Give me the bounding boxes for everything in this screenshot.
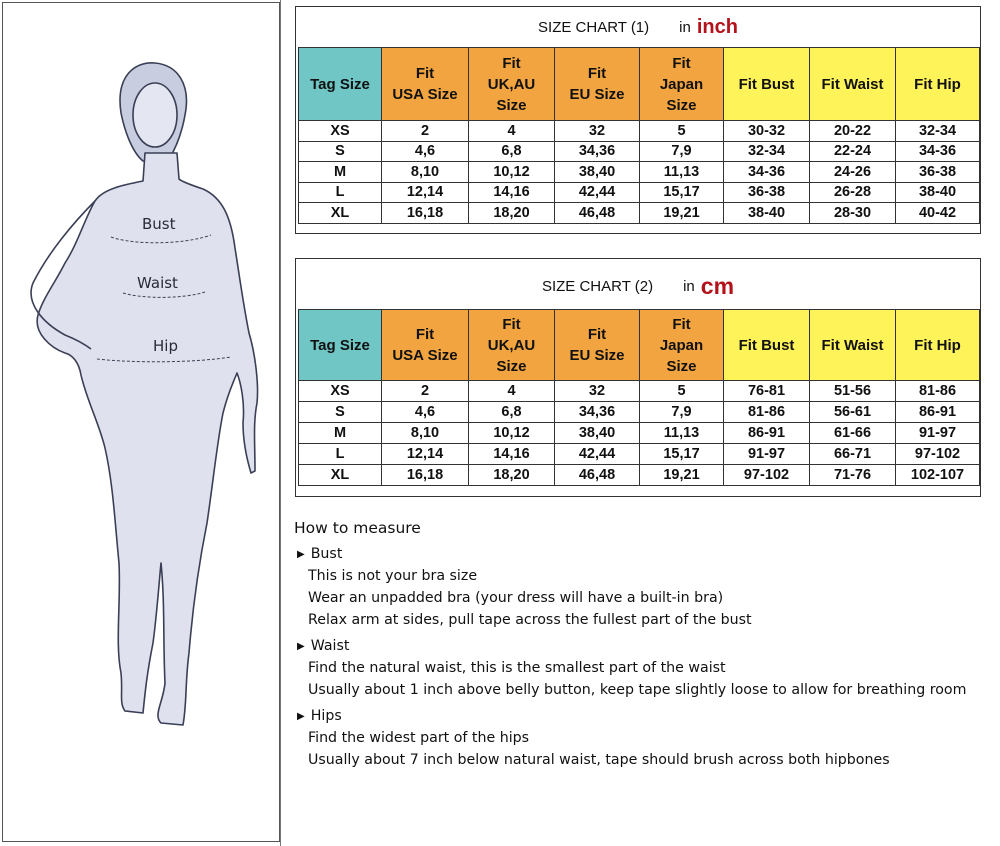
table-cell: 97-102 bbox=[896, 444, 980, 465]
table-cell: 4 bbox=[469, 121, 555, 142]
table-cell: 97-102 bbox=[724, 465, 810, 486]
header-eu-size: Fit EU Size bbox=[555, 48, 640, 121]
table-cell: 102-107 bbox=[896, 465, 980, 486]
table-row bbox=[299, 203, 980, 224]
table-cell: L bbox=[299, 444, 382, 465]
table-header-row bbox=[299, 48, 980, 121]
unit-prefix: in bbox=[679, 18, 691, 36]
section-heading-bust bbox=[294, 543, 994, 565]
section-heading-text: Hips bbox=[310, 708, 342, 724]
section-heading-hips bbox=[294, 705, 994, 727]
instruction-line: Usually about 1 inch above belly button, keep tape slightly loose to allow for breathing room bbox=[308, 682, 967, 698]
instruction-line: This is not your bra size bbox=[308, 568, 478, 584]
triangle-right-icon: ▶ bbox=[297, 548, 305, 560]
table-cell: 30-32 bbox=[724, 121, 810, 142]
table-row bbox=[299, 402, 980, 423]
instruction-line: Relax arm at sides, pull tape across the fullest part of the bust bbox=[308, 612, 752, 628]
body-figure-illustration bbox=[3, 3, 279, 841]
table-cell: 19,21 bbox=[640, 465, 724, 486]
table-row bbox=[299, 423, 980, 444]
table-cell: 5 bbox=[640, 121, 724, 142]
table-cell: XL bbox=[299, 465, 382, 486]
header-usa-size: Fit USA Size bbox=[382, 310, 469, 381]
table-cell: 91-97 bbox=[896, 423, 980, 444]
table-cell: 42,44 bbox=[555, 444, 640, 465]
bust-label: Bust bbox=[142, 215, 176, 233]
table-cell: 4,6 bbox=[382, 402, 469, 423]
header-fit-bust: Fit Bust bbox=[724, 48, 810, 121]
table-cell: 51-56 bbox=[810, 381, 896, 402]
table-cell: 34-36 bbox=[724, 162, 810, 183]
header-fit-bust: Fit Bust bbox=[724, 310, 810, 381]
table-cell: 5 bbox=[640, 381, 724, 402]
triangle-right-icon: ▶ bbox=[297, 710, 305, 722]
table-cell: 36-38 bbox=[724, 182, 810, 203]
header-eu-size: Fit EU Size bbox=[555, 310, 640, 381]
table-cell: 86-91 bbox=[896, 402, 980, 423]
table-cell: 40-42 bbox=[896, 203, 980, 224]
triangle-right-icon: ▶ bbox=[297, 640, 305, 652]
table-cell: 10,12 bbox=[469, 423, 555, 444]
table-row bbox=[299, 141, 980, 162]
table-cell: 38,40 bbox=[555, 162, 640, 183]
table-cell: 6,8 bbox=[469, 141, 555, 162]
table-row bbox=[299, 465, 980, 486]
table-cell: XL bbox=[299, 203, 382, 224]
table-cell: S bbox=[299, 141, 382, 162]
table-cell: 32 bbox=[555, 121, 640, 142]
section-heading-text: Bust bbox=[310, 546, 343, 562]
table-cell: 6,8 bbox=[469, 402, 555, 423]
size-chart-cm bbox=[295, 258, 981, 497]
header-uk-au-size: Fit UK,AU Size bbox=[469, 310, 555, 381]
table-cell: 38-40 bbox=[724, 203, 810, 224]
header-uk-au-size: Fit UK,AU Size bbox=[469, 48, 555, 121]
section-heading-waist bbox=[294, 635, 994, 657]
instruction-line: Usually about 7 inch below natural waist, tape should brush across both hipbones bbox=[308, 752, 890, 768]
table-cell: 24-26 bbox=[810, 162, 896, 183]
table-cell: 26-28 bbox=[810, 182, 896, 203]
table-row bbox=[299, 182, 980, 203]
table-cell: 22-24 bbox=[810, 141, 896, 162]
table-cell: 81-86 bbox=[896, 381, 980, 402]
header-fit-waist: Fit Waist bbox=[810, 310, 896, 381]
table-cell: 91-97 bbox=[724, 444, 810, 465]
table-cell: 38-40 bbox=[896, 182, 980, 203]
table-cell: 16,18 bbox=[382, 465, 469, 486]
table-cell: 15,17 bbox=[640, 444, 724, 465]
size-table-inch bbox=[298, 47, 980, 224]
unit-label: cm bbox=[700, 272, 735, 299]
table-cell: 36-38 bbox=[896, 162, 980, 183]
table-cell: 32-34 bbox=[724, 141, 810, 162]
table-cell: 7,9 bbox=[640, 402, 724, 423]
header-fit-waist: Fit Waist bbox=[810, 48, 896, 121]
table-cell: M bbox=[299, 423, 382, 444]
table-cell: 12,14 bbox=[382, 182, 469, 203]
table-cell: 28-30 bbox=[810, 203, 896, 224]
body-figure-panel bbox=[2, 2, 280, 842]
table-cell: 15,17 bbox=[640, 182, 724, 203]
table-cell: 4,6 bbox=[382, 141, 469, 162]
instruction-line: Find the natural waist, this is the smallest part of the waist bbox=[308, 660, 726, 676]
table-cell: XS bbox=[299, 381, 382, 402]
table-cell: 2 bbox=[382, 121, 469, 142]
instruction-line: Wear an unpadded bra (your dress will have a built-in bra) bbox=[308, 590, 724, 606]
table-cell: XS bbox=[299, 121, 382, 142]
header-fit-hip: Fit Hip bbox=[896, 48, 980, 121]
size-chart-inch bbox=[295, 6, 981, 234]
header-usa-size: Fit USA Size bbox=[382, 48, 469, 121]
waist-label: Waist bbox=[137, 274, 178, 292]
chart-title bbox=[296, 259, 980, 309]
header-fit-hip: Fit Hip bbox=[896, 310, 980, 381]
table-cell: 20-22 bbox=[810, 121, 896, 142]
hip-label: Hip bbox=[153, 337, 178, 355]
table-cell: 66-71 bbox=[810, 444, 896, 465]
table-cell: 14,16 bbox=[469, 444, 555, 465]
table-cell: 61-66 bbox=[810, 423, 896, 444]
table-cell: 81-86 bbox=[724, 402, 810, 423]
table-cell: 11,13 bbox=[640, 423, 724, 444]
header-japan-size: Fit Japan Size bbox=[640, 48, 724, 121]
table-cell: 14,16 bbox=[469, 182, 555, 203]
table-row bbox=[299, 444, 980, 465]
chart-title-text: SIZE CHART (1) bbox=[538, 18, 650, 36]
table-cell: 46,48 bbox=[555, 465, 640, 486]
table-cell: 42,44 bbox=[555, 182, 640, 203]
table-cell: 18,20 bbox=[469, 203, 555, 224]
how-to-measure bbox=[294, 519, 994, 771]
section-heading-text: Waist bbox=[310, 638, 350, 654]
table-cell: 38,40 bbox=[555, 423, 640, 444]
table-cell: 11,13 bbox=[640, 162, 724, 183]
table-cell: 8,10 bbox=[382, 162, 469, 183]
header-japan-size: Fit Japan Size bbox=[640, 310, 724, 381]
table-row bbox=[299, 162, 980, 183]
header-tag-size: Tag Size bbox=[299, 310, 382, 381]
table-cell: 46,48 bbox=[555, 203, 640, 224]
table-cell: 19,21 bbox=[640, 203, 724, 224]
table-cell: 10,12 bbox=[469, 162, 555, 183]
table-cell: 8,10 bbox=[382, 423, 469, 444]
table-cell: 2 bbox=[382, 381, 469, 402]
table-cell: 71-76 bbox=[810, 465, 896, 486]
table-row bbox=[299, 121, 980, 142]
how-to-measure-title: How to measure bbox=[294, 519, 421, 537]
panel-divider bbox=[280, 0, 281, 846]
table-cell: M bbox=[299, 162, 382, 183]
table-cell: 56-61 bbox=[810, 402, 896, 423]
table-cell: 7,9 bbox=[640, 141, 724, 162]
table-cell: 12,14 bbox=[382, 444, 469, 465]
table-header-row bbox=[299, 310, 980, 381]
table-cell: 32 bbox=[555, 381, 640, 402]
table-cell: 34,36 bbox=[555, 141, 640, 162]
table-cell: 76-81 bbox=[724, 381, 810, 402]
table-cell: 4 bbox=[469, 381, 555, 402]
table-cell: 32-34 bbox=[896, 121, 980, 142]
table-cell: L bbox=[299, 182, 382, 203]
chart-title-text: SIZE CHART (2) bbox=[541, 277, 654, 295]
table-cell: 16,18 bbox=[382, 203, 469, 224]
table-cell: 34,36 bbox=[555, 402, 640, 423]
unit-label: inch bbox=[696, 15, 738, 38]
instruction-line: Find the widest part of the hips bbox=[308, 730, 530, 746]
header-tag-size: Tag Size bbox=[299, 48, 382, 121]
table-row bbox=[299, 381, 980, 402]
size-table-cm bbox=[298, 309, 980, 486]
table-cell: 34-36 bbox=[896, 141, 980, 162]
table-cell: 18,20 bbox=[469, 465, 555, 486]
chart-title bbox=[296, 7, 980, 47]
table-cell: 86-91 bbox=[724, 423, 810, 444]
unit-prefix: in bbox=[683, 277, 695, 295]
table-cell: S bbox=[299, 402, 382, 423]
